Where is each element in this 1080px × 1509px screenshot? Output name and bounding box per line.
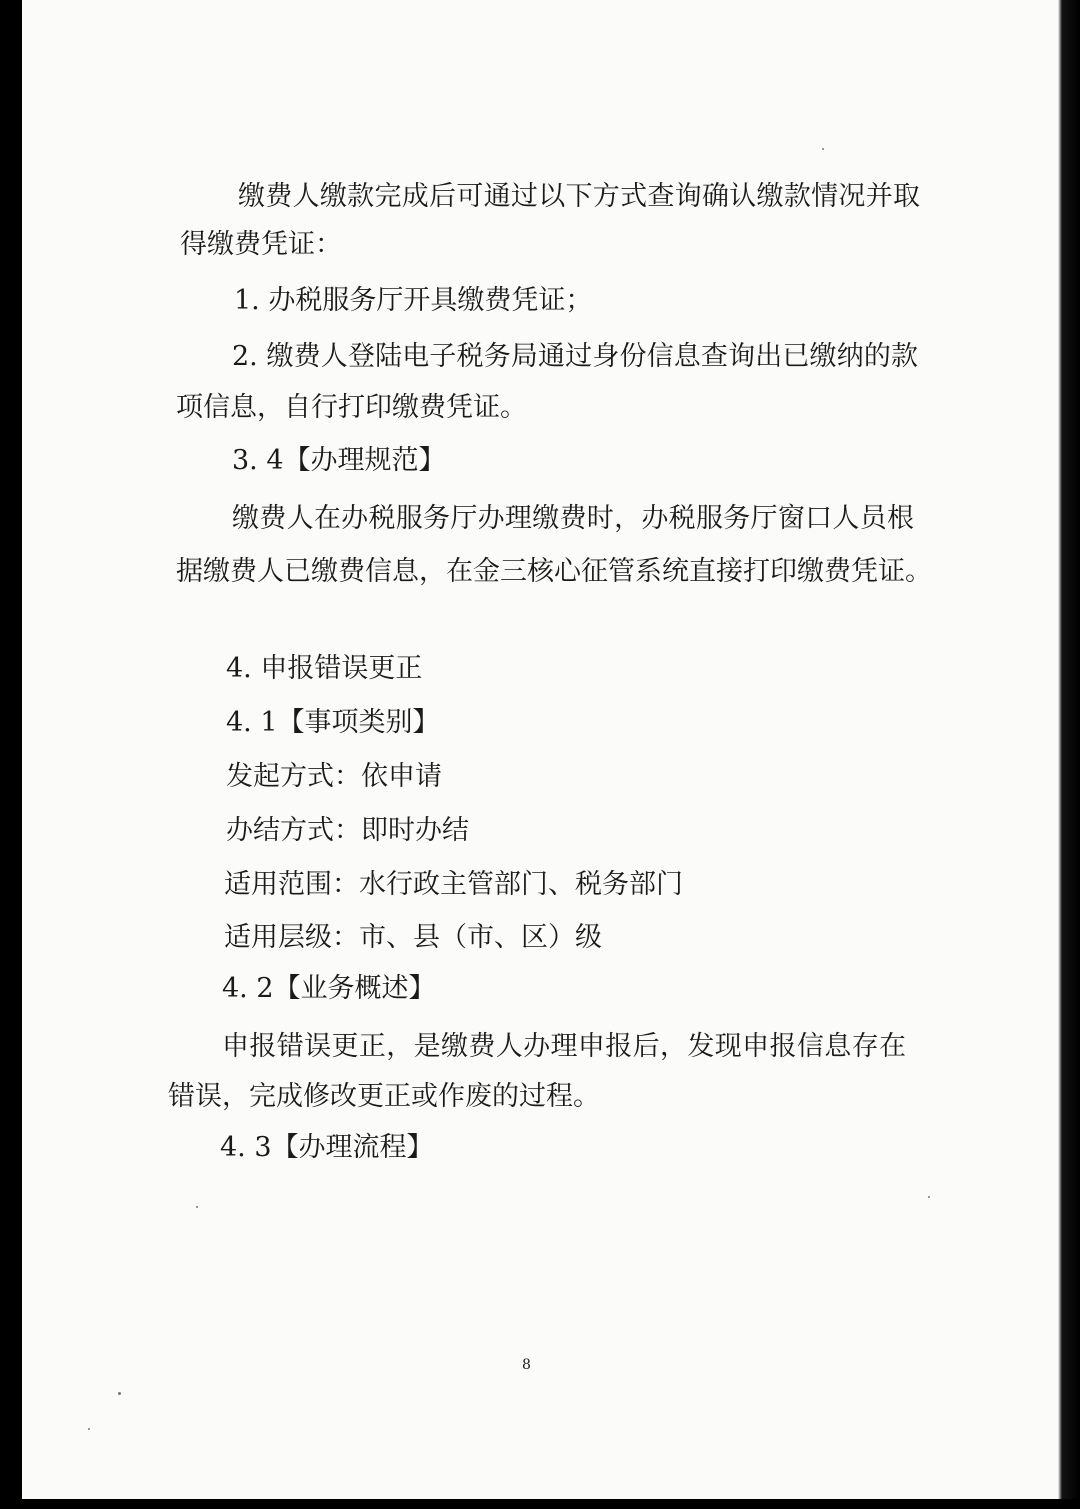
paragraph-line: 申报错误更正，是缴费人办理申报后，发现申报信息存在 (222, 1031, 906, 1062)
scan-border-bottom (0, 1499, 1080, 1509)
paragraph-line: 错误，完成修改更正或作废的过程。 (168, 1081, 600, 1112)
list-item: 1. 办税服务厅开具缴费凭证； (234, 285, 593, 316)
paragraph-line: 适用层级：市、县（市、区）级 (224, 922, 602, 953)
paragraph-line: 缴费人缴款完成后可通过以下方式查询确认缴款情况并取 (238, 181, 920, 212)
scan-speck (822, 148, 824, 150)
section-heading: 4. 3【办理流程】 (220, 1132, 434, 1163)
scan-speck (196, 1206, 198, 1208)
section-heading: 4. 1【事项类别】 (226, 707, 440, 738)
paragraph-line: 得缴费凭证： (180, 229, 342, 260)
scan-speck (118, 1392, 121, 1395)
page-number: 8 (522, 1357, 531, 1373)
paragraph-line: 据缴费人已缴费信息，在金三核心征管系统直接打印缴费凭证。 (176, 556, 932, 587)
paragraph-line: 适用范围：水行政主管部门、税务部门 (224, 869, 683, 900)
section-heading: 3. 4【办理规范】 (232, 445, 446, 476)
paragraph-line: 项信息，自行打印缴费凭证。 (176, 392, 527, 423)
list-item: 2. 缴费人登陆电子税务局通过身份信息查询出已缴纳的款 (232, 341, 918, 372)
section-heading: 4. 2【业务概述】 (222, 973, 436, 1004)
scan-border-right (1052, 0, 1080, 1509)
paragraph-line: 缴费人在办税服务厅办理缴费时，办税服务厅窗口人员根 (232, 503, 914, 534)
scan-speck (928, 1196, 930, 1198)
scan-speck (88, 1428, 90, 1430)
scan-border-left (0, 0, 22, 1509)
section-heading: 4. 申报错误更正 (226, 653, 423, 684)
paragraph-line: 办结方式：即时办结 (226, 815, 469, 846)
paragraph-line: 发起方式：依申请 (226, 761, 442, 792)
